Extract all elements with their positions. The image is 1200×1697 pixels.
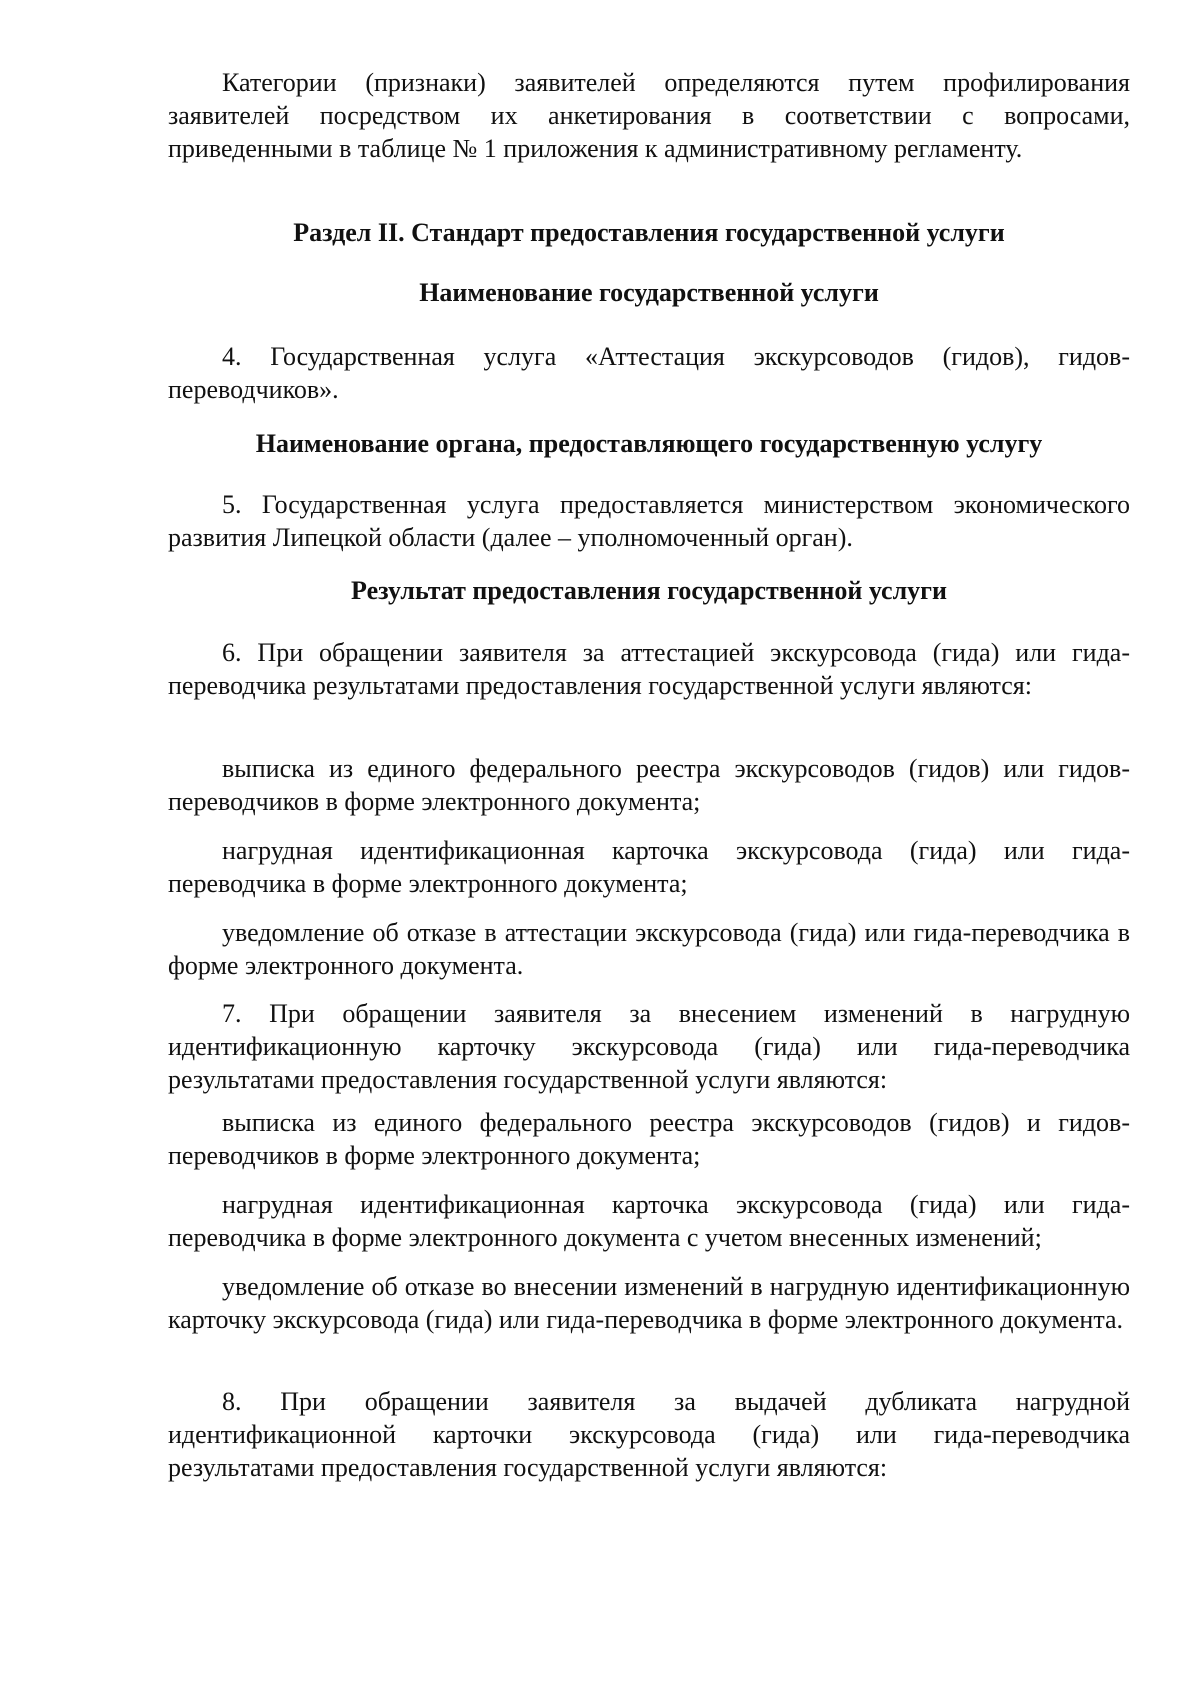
paragraph-6: 6. При обращении заявителя за аттестацией экскурсовода (гида) или гида-переводчика результатами предоставления государственной услуги являются:	[168, 638, 1130, 700]
paragraph-7-item-2: нагрудная идентификационная карточка экскурсовода (гида) или гида-переводчика в форме электронного документа с учетом внесенных изменений;	[168, 1190, 1130, 1252]
paragraph-5: 5. Государственная услуга предоставляется министерством экономического развития Липецкой области (далее – уполномоченный орган).	[168, 490, 1130, 552]
paragraph-4: 4. Государственная услуга «Аттестация экскурсоводов (гидов), гидов-переводчиков».	[168, 342, 1130, 404]
intro-paragraph: Категории (признаки) заявителей определяются путем профилирования заявителей посредством их анкетирования в соответствии с вопросами, приведенными в таблице № 1 приложения к административному регламенту.	[168, 68, 1130, 163]
paragraph-7: 7. При обращении заявителя за внесением изменений в нагрудную идентификационную карточку экскурсовода (гида) или гида-переводчика результатами предоставления государственной услуги являются:	[168, 999, 1130, 1094]
section-title: Раздел II. Стандарт предоставления государственной услуги	[293, 218, 1005, 247]
paragraph-7-item-3: уведомление об отказе во внесении изменений в нагрудную идентификационную карточку экскурсовода (гида) или гида-переводчика в форме электронного документа.	[168, 1272, 1130, 1334]
paragraph-6-item-1: выписка из единого федерального реестра экскурсоводов (гидов) или гидов-переводчиков в форме электронного документа;	[168, 754, 1130, 816]
paragraph-7-item-1: выписка из единого федерального реестра экскурсоводов (гидов) и гидов-переводчиков в форме электронного документа;	[168, 1108, 1130, 1170]
paragraph-8: 8. При обращении заявителя за выдачей дубликата нагрудной идентификационной карточки экскурсовода (гида) или гида-переводчика результатами предоставления государственной услуги являются:	[168, 1387, 1130, 1482]
paragraph-6-item-3: уведомление об отказе в аттестации экскурсовода (гида) или гида-переводчика в форме электронного документа.	[168, 918, 1130, 980]
heading-authority: Наименование органа, предоставляющего государственную услугу	[255, 429, 1043, 458]
heading-service-name: Наименование государственной услуги	[419, 278, 879, 307]
heading-result: Результат предоставления государственной услуги	[351, 576, 947, 605]
paragraph-6-item-2: нагрудная идентификационная карточка экскурсовода (гида) или гида-переводчика в форме электронного документа;	[168, 836, 1130, 898]
